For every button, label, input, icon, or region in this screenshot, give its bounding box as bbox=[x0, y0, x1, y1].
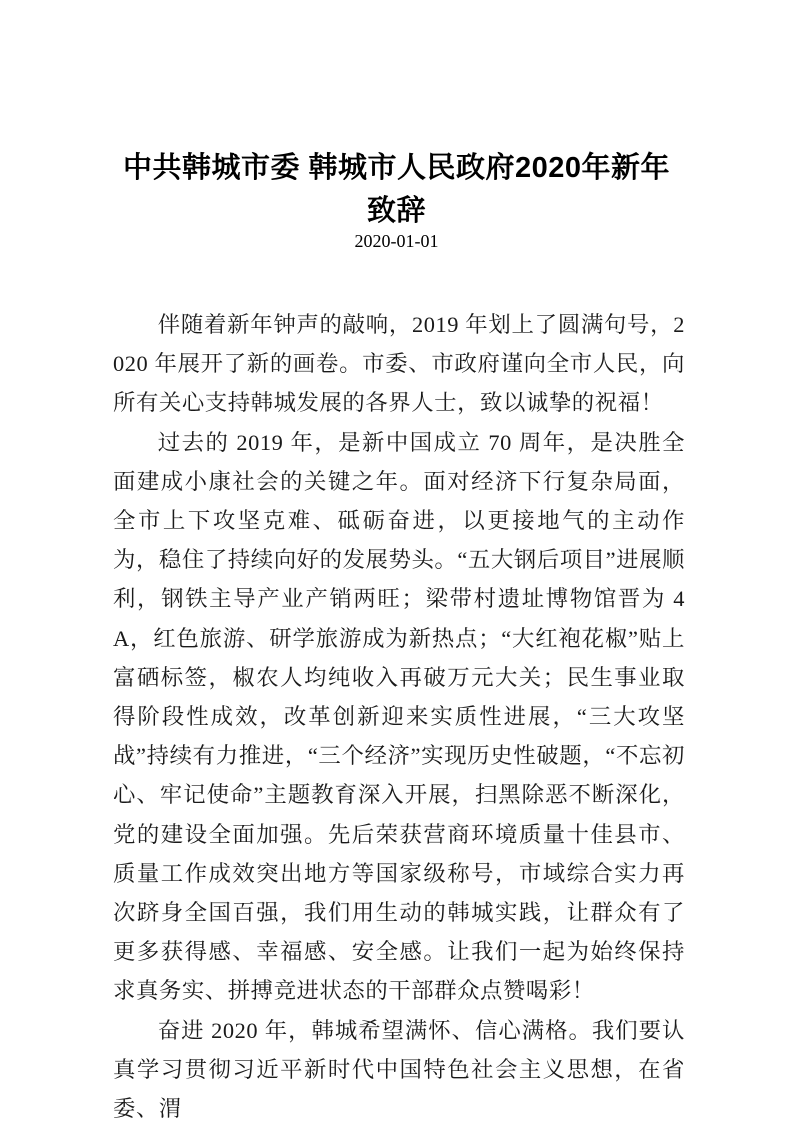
body-paragraph: 过去的 2019 年，是新中国成立 70 周年，是决胜全面建成小康社会的关键之年。面对经济下行复杂局面，全市上下攻坚克难、砥砺奋进，以更接地气的主动作为，稳住了持续向好的发展势头。“五大钢后项目”进展顺利，钢铁主导产业产销两旺；梁带村遗址博物馆晋为 4A，红色旅游、研学旅游成为新热点；“大红袍花椒”贴上富硒标签，椒农人均纯收入再破万元大关；民生事业取得阶段性成效，改革创新迎来实质性进展，“三大攻坚战”持续有力推进，“三个经济”实现历史性破题，“不忘初心、牢记使命”主题教育深入开展，扫黑除恶不断深化，党的建设全面加强。先后荣获营商环境质量十佳县市、质量工作成效突出地方等国家级称号，市域综合实力再次跻身全国百强，我们用生动的韩城实践，让群众有了更多获得感、幸福感、安全感。让我们一起为始终保持求真务实、拼搏竞进状态的干部群众点赞喝彩！ bbox=[113, 429, 685, 1004]
publish-date: 2020-01-01 bbox=[354, 231, 439, 251]
document-body bbox=[113, 305, 685, 1122]
body-paragraph: 奋进 2020 年，韩城希望满怀、信心满格。我们要认真学习贯彻习近平新时代中国特色社会主义思想，在省委、渭 bbox=[113, 1017, 685, 1122]
page-title: 中共韩城市委 韩城市人民政府2020年新年致辞 bbox=[122, 152, 671, 228]
body-paragraph: 伴随着新年钟声的敲响，2019 年划上了圆满句号，2020 年展开了新的画卷。市委、市政府谨向全市人民，向所有关心支持韩城发展的各界人士，致以诚挚的祝福！ bbox=[113, 312, 685, 416]
